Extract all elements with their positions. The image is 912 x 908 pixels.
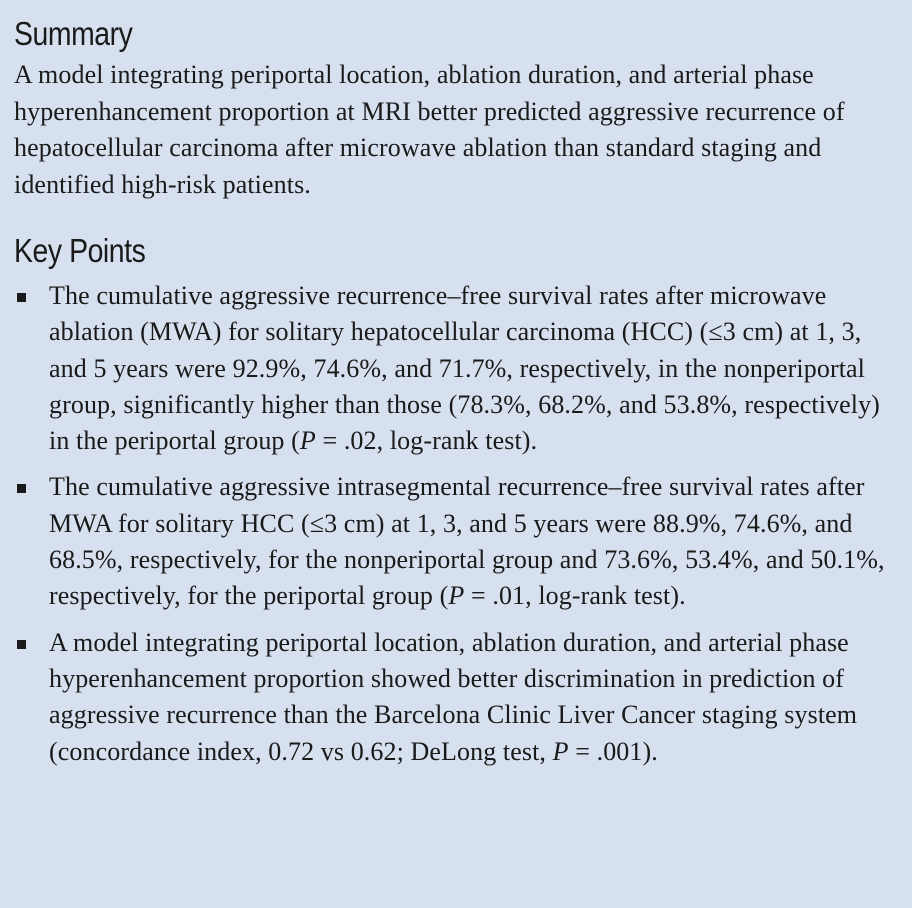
key-point-text: The cumulative aggressive recurrence–free survival rates after microwave ablation (MWA) for solitary hepatocellular carcinoma (HCC) (≤3 cm) at 1, 3, and 5 years were 92.9%, 74.6%, and 71.7%, respectively, in the nonperiportal group, significantly higher than those (78.3%, 68.2%, and 53.8%, respectively) in the periportal group ( xyxy=(49,281,880,456)
key-point-text-end: = .01, log-rank test). xyxy=(464,581,686,611)
square-bullet-icon xyxy=(17,484,26,493)
key-points-heading: Key Points xyxy=(14,232,146,269)
summary-heading: Summary xyxy=(14,15,133,52)
square-bullet-icon xyxy=(17,640,26,649)
square-bullet-icon xyxy=(17,293,26,302)
key-point-item xyxy=(14,278,892,459)
key-point-text: The cumulative aggressive intrasegmental recurrence–free survival rates after MWA for solitary HCC (≤3 cm) at 1, 3, and 5 years were 88.9%, 74.6%, and 68.5%, respectively, for the nonperiportal group and 73.6%, 53.4%, and 50.1%, respectively, for the periportal group ( xyxy=(49,472,885,611)
summary-text: A model integrating periportal location, ablation duration, and arterial phase hyperenhancement proportion at MRI better predicted aggressive recurrence of hepatocellular carcinoma after microwave ablation than standard staging and identified high-risk patients. xyxy=(14,60,845,199)
key-point-text-end: = .02, log-rank test). xyxy=(315,426,538,456)
p-value-symbol: P xyxy=(299,426,316,456)
key-point-text: A model integrating periportal location, ablation duration, and arterial phase hyperenhancement proportion showed better discrimination in prediction of aggressive recurrence than the Barcelona Clinic Liver Cancer staging system (concordance index, 0.72 vs 0.62; DeLong test, xyxy=(49,627,858,766)
p-value-symbol: P xyxy=(552,736,569,766)
key-point-item xyxy=(14,625,892,770)
p-value-symbol: P xyxy=(448,581,465,611)
key-points-list xyxy=(14,278,892,770)
key-point-item xyxy=(14,469,892,614)
key-point-text-end: = .001). xyxy=(568,736,658,766)
